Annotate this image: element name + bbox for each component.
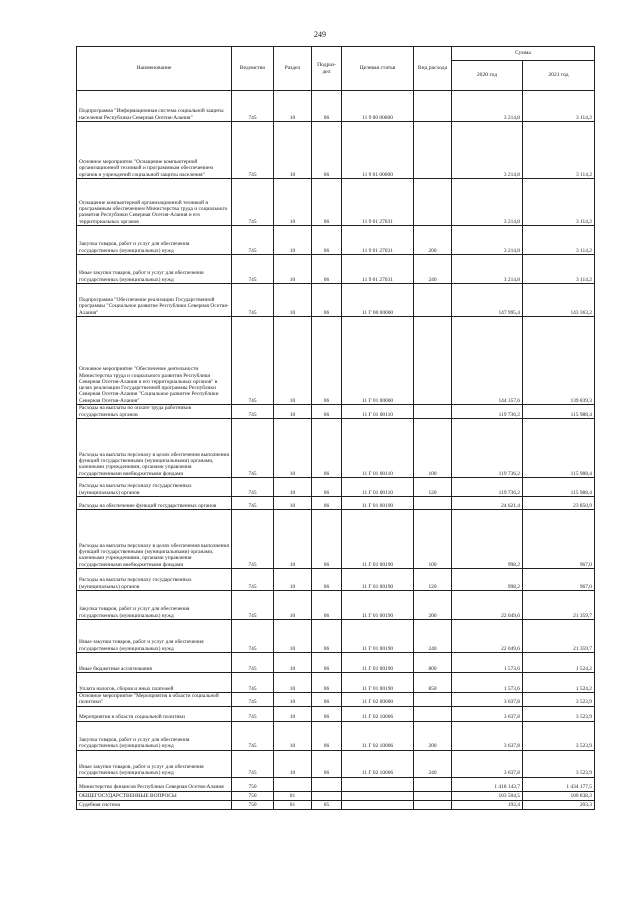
row-section: 10 (274, 693, 312, 707)
row-target-article: 11 Г 01 00190 (342, 620, 414, 653)
row-target-article: 11 Г 02 10006 (342, 721, 414, 750)
row-sum-2020: 119 736,2 (452, 405, 523, 419)
row-target-article (342, 777, 414, 791)
row-expense-type (414, 122, 452, 179)
row-name: Иные бюджетные ассигнования (77, 653, 232, 673)
row-target-article: 11 Г 01 00110 (342, 478, 414, 497)
row-expense-type (414, 693, 452, 707)
row-subsection: 06 (312, 750, 342, 777)
row-name: Судебная система (77, 800, 232, 809)
row-subsection: 06 (312, 693, 342, 707)
row-ministry: 745 (232, 591, 274, 620)
row-ministry: 745 (232, 497, 274, 510)
row-subsection: 06 (312, 620, 342, 653)
row-target-article: 11 9 01 27031 (342, 179, 414, 226)
row-name: Расходы на обеспечение функций государственных органов (77, 497, 232, 510)
row-expense-type: 200 (414, 226, 452, 255)
row-subsection: 06 (312, 591, 342, 620)
row-expense-type (414, 405, 452, 419)
header-ministry: Ведомство (232, 47, 274, 91)
row-sum-2020: 998,2 (452, 569, 523, 591)
row-ministry: 745 (232, 620, 274, 653)
row-expense-type: 120 (414, 569, 452, 591)
header-target-article: Целевая статья (342, 47, 414, 91)
row-subsection: 06 (312, 405, 342, 419)
row-section: 01 (274, 800, 312, 809)
row-ministry: 745 (232, 284, 274, 317)
header-year-2020: 2020 год (452, 61, 523, 91)
row-name: Иные закупки товаров, работ и услуг для обеспечения государственных (муниципальных) нужд (77, 255, 232, 284)
row-name: Иные закупки товаров, работ и услуг для обеспечения государственных (муниципальных) нужд (77, 620, 232, 653)
row-sum-2021: 3 523,9 (523, 706, 595, 721)
row-name: Закупка товаров, работ и услуг для обеспечения государственных (муниципальных) нужд (77, 591, 232, 620)
row-name: Расходы на выплаты персоналу в целях обеспечения выполнения функций государственными (муниципальными) органами, казенными учреждениями, органами управления государственными внебюджетными фондами (77, 419, 232, 478)
row-target-article: 11 Г 01 00000 (342, 317, 414, 405)
row-subsection: 06 (312, 653, 342, 673)
table-row (77, 750, 595, 777)
table-row (77, 653, 595, 673)
row-sum-2020: 103 504,5 (452, 791, 523, 800)
table-row (77, 122, 595, 179)
table-row (77, 800, 595, 809)
row-section: 10 (274, 478, 312, 497)
row-sum-2020: 3 214,8 (452, 226, 523, 255)
row-ministry: 745 (232, 478, 274, 497)
row-subsection: 06 (312, 284, 342, 317)
row-subsection: 06 (312, 255, 342, 284)
row-sum-2021: 3 114,2 (523, 91, 595, 122)
row-sum-2020: 3 214,8 (452, 179, 523, 226)
row-section (274, 777, 312, 791)
table-row (77, 620, 595, 653)
row-ministry: 745 (232, 510, 274, 569)
row-section: 10 (274, 497, 312, 510)
row-sum-2021: 23 850,9 (523, 497, 595, 510)
row-sum-2021: 3 523,9 (523, 750, 595, 777)
row-expense-type (414, 179, 452, 226)
row-sum-2020: 3 214,8 (452, 122, 523, 179)
row-section: 10 (274, 226, 312, 255)
row-sum-2021: 1 524,2 (523, 653, 595, 673)
row-sum-2020: 119 736,2 (452, 478, 523, 497)
row-sum-2021: 100 838,3 (523, 791, 595, 800)
row-section: 10 (274, 706, 312, 721)
row-section: 10 (274, 179, 312, 226)
row-section: 10 (274, 419, 312, 478)
row-ministry: 745 (232, 122, 274, 179)
row-sum-2020: 3 637,8 (452, 693, 523, 707)
row-name: Основное мероприятие "Оснащение компьютерной организационной техникой и программным обеспечением органов и учреждений социальной защиты населения" (77, 122, 232, 179)
table-row (77, 721, 595, 750)
row-sum-2020: 3 637,8 (452, 721, 523, 750)
row-name: Расходы на выплаты по оплате труда работников государственных органов (77, 405, 232, 419)
row-target-article: 11 Г 00 00000 (342, 284, 414, 317)
row-target-article: 11 Г 02 00000 (342, 693, 414, 707)
row-expense-type: 200 (414, 721, 452, 750)
row-expense-type: 240 (414, 255, 452, 284)
row-subsection: 06 (312, 122, 342, 179)
row-sum-2021: 3 523,9 (523, 693, 595, 707)
row-expense-type: 850 (414, 673, 452, 693)
row-subsection: 06 (312, 179, 342, 226)
row-subsection: 06 (312, 317, 342, 405)
row-sum-2021: 21 359,7 (523, 591, 595, 620)
row-name: Расходы на выплаты персоналу государственных (муниципальных) органов (77, 478, 232, 497)
row-section: 10 (274, 750, 312, 777)
row-expense-type (414, 706, 452, 721)
row-section: 10 (274, 255, 312, 284)
table-row (77, 255, 595, 284)
table-row (77, 284, 595, 317)
row-target-article: 11 Г 01 00190 (342, 569, 414, 591)
row-ministry: 750 (232, 777, 274, 791)
row-target-article: 11 Г 02 10006 (342, 706, 414, 721)
row-expense-type (414, 777, 452, 791)
row-sum-2020: 3 637,8 (452, 750, 523, 777)
row-target-article: 11 Г 01 00190 (342, 497, 414, 510)
row-target-article: 11 9 01 27031 (342, 255, 414, 284)
header-subsection: Подраз-дел (312, 47, 342, 91)
row-ministry: 745 (232, 653, 274, 673)
row-section: 10 (274, 569, 312, 591)
row-sum-2021: 3 114,2 (523, 255, 595, 284)
row-name: Закупка товаров, работ и услуг для обеспечения государственных (муниципальных) нужд (77, 226, 232, 255)
row-target-article (342, 791, 414, 800)
row-subsection: 06 (312, 510, 342, 569)
row-section: 10 (274, 510, 312, 569)
row-ministry: 745 (232, 91, 274, 122)
row-sum-2021: 3 114,2 (523, 226, 595, 255)
table-row (77, 510, 595, 569)
row-name: Мероприятия в области социальной политики (77, 706, 232, 721)
row-name: Расходы на выплаты персоналу в целях обеспечения выполнения функций государственными (муниципальными) органами, казенными учреждениями, органами управления государственными внебюджетными фондами (77, 510, 232, 569)
row-section: 10 (274, 620, 312, 653)
row-subsection: 06 (312, 91, 342, 122)
row-target-article: 11 Г 01 00190 (342, 673, 414, 693)
row-expense-type: 200 (414, 591, 452, 620)
row-ministry: 745 (232, 706, 274, 721)
row-target-article: 11 9 01 27031 (342, 226, 414, 255)
table-row (77, 693, 595, 707)
row-name: Оснащение компьютерной организационной техникой и программным обеспечением Министерства труда и социального развития Республики Северная Осетия-Алания и его территориальных органов (77, 179, 232, 226)
table-row (77, 791, 595, 800)
row-ministry: 745 (232, 179, 274, 226)
row-sum-2020: 22 049,6 (452, 591, 523, 620)
row-subsection: 06 (312, 673, 342, 693)
row-expense-type: 800 (414, 653, 452, 673)
row-sum-2020: 22 049,6 (452, 620, 523, 653)
row-name: Уплата налогов, сборов и иных платежей (77, 673, 232, 693)
row-sum-2021: 967,0 (523, 510, 595, 569)
row-ministry: 745 (232, 693, 274, 707)
row-section: 10 (274, 284, 312, 317)
table-row (77, 317, 595, 405)
row-target-article: 11 Г 02 10006 (342, 750, 414, 777)
row-subsection (312, 777, 342, 791)
row-expense-type (414, 497, 452, 510)
table-row (77, 419, 595, 478)
header-name: Наименование (77, 47, 232, 91)
page-number: 249 (314, 30, 326, 39)
row-target-article: 11 9 01 00000 (342, 122, 414, 179)
row-target-article: 11 Г 01 00110 (342, 419, 414, 478)
row-sum-2020: 1 418 143,7 (452, 777, 523, 791)
row-expense-type: 120 (414, 478, 452, 497)
row-target-article (342, 800, 414, 809)
table-row (77, 706, 595, 721)
row-ministry: 745 (232, 569, 274, 591)
row-target-article: 11 Г 01 00190 (342, 653, 414, 673)
row-section: 10 (274, 673, 312, 693)
row-name: Расходы на выплаты персоналу государственных (муниципальных) органов (77, 569, 232, 591)
row-expense-type (414, 91, 452, 122)
row-sum-2021: 21 359,7 (523, 620, 595, 653)
row-subsection (312, 791, 342, 800)
row-subsection: 06 (312, 569, 342, 591)
row-sum-2020: 119 736,2 (452, 419, 523, 478)
row-sum-2020: 3 637,8 (452, 706, 523, 721)
row-target-article: 11 Г 01 00190 (342, 510, 414, 569)
table-header (77, 47, 595, 91)
table-body (77, 91, 595, 810)
row-name: Иные закупки товаров, работ и услуг для обеспечения государственных (муниципальных) нужд (77, 750, 232, 777)
table-row (77, 478, 595, 497)
row-sum-2021: 1 434 177,5 (523, 777, 595, 791)
budget-table (76, 46, 595, 810)
row-subsection: 06 (312, 721, 342, 750)
row-sum-2020: 192,4 (452, 800, 523, 809)
row-section: 10 (274, 721, 312, 750)
row-target-article: 11 Г 01 00110 (342, 405, 414, 419)
table-row (77, 569, 595, 591)
table-row (77, 591, 595, 620)
row-sum-2020: 144 357,6 (452, 317, 523, 405)
row-sum-2020: 24 621,4 (452, 497, 523, 510)
row-sum-2020: 147 995,4 (452, 284, 523, 317)
row-target-article: 11 Г 01 00190 (342, 591, 414, 620)
row-sum-2020: 3 214,8 (452, 91, 523, 122)
header-expense-type: Вид расхода (414, 47, 452, 91)
row-target-article: 11 9 00 00000 (342, 91, 414, 122)
row-name: ОБЩЕГОСУДАРСТВЕННЫЕ ВОПРОСЫ (77, 791, 232, 800)
row-name: Основное мероприятие "Мероприятия в области социальной политики" (77, 693, 232, 707)
row-section: 10 (274, 653, 312, 673)
table-row (77, 777, 595, 791)
header-sum: Сумма (452, 47, 595, 61)
row-name: Подпрограмма "Информационная система социальной защиты населения Республики Северная Осетия-Алания" (77, 91, 232, 122)
row-sum-2020: 1 573,6 (452, 653, 523, 673)
row-ministry: 745 (232, 317, 274, 405)
row-expense-type: 240 (414, 620, 452, 653)
row-expense-type: 100 (414, 419, 452, 478)
table-row (77, 673, 595, 693)
row-ministry: 745 (232, 750, 274, 777)
table-row (77, 179, 595, 226)
row-sum-2021: 1 524,2 (523, 673, 595, 693)
table-row (77, 226, 595, 255)
row-sum-2021: 967,0 (523, 569, 595, 591)
row-expense-type: 100 (414, 510, 452, 569)
row-expense-type (414, 317, 452, 405)
row-ministry: 745 (232, 255, 274, 284)
row-section: 10 (274, 317, 312, 405)
row-sum-2020: 1 573,6 (452, 673, 523, 693)
row-ministry: 745 (232, 721, 274, 750)
row-section: 10 (274, 122, 312, 179)
row-sum-2021: 3 114,2 (523, 122, 595, 179)
row-section: 10 (274, 591, 312, 620)
header-year-2021: 2021 год (523, 61, 595, 91)
row-section: 01 (274, 791, 312, 800)
row-subsection: 06 (312, 478, 342, 497)
row-subsection: 06 (312, 226, 342, 255)
row-subsection: 06 (312, 419, 342, 478)
row-name: Подпрограмма "Обеспечение реализации Государственной программы "Социальное развитие Республики Северная Осетия-Алания" (77, 284, 232, 317)
row-sum-2021: 203,3 (523, 800, 595, 809)
row-name: Министерство финансов Республики Северная Осетия-Алания (77, 777, 232, 791)
row-sum-2021: 143 363,2 (523, 284, 595, 317)
row-subsection: 06 (312, 706, 342, 721)
row-sum-2021: 139 839,3 (523, 317, 595, 405)
table-row (77, 405, 595, 419)
row-subsection: 06 (312, 497, 342, 510)
row-name: Основное мероприятие "Обеспечение деятельности Министерства труда и социального развития Республики Северная Осетия-Алания и его территориальных органов" в целях реализации Государственной программы Республики Северная Осетия-Алания "Социальное развитие Республики Северная Осетия-Алания" (77, 317, 232, 405)
row-sum-2021: 115 988,4 (523, 478, 595, 497)
row-ministry: 745 (232, 673, 274, 693)
row-subsection: 05 (312, 800, 342, 809)
row-name: Закупка товаров, работ и услуг для обеспечения государственных (муниципальных) нужд (77, 721, 232, 750)
row-expense-type: 240 (414, 750, 452, 777)
row-sum-2021: 3 114,2 (523, 179, 595, 226)
row-section: 10 (274, 405, 312, 419)
table-row (77, 497, 595, 510)
row-expense-type (414, 791, 452, 800)
row-ministry: 750 (232, 791, 274, 800)
row-section: 10 (274, 91, 312, 122)
row-sum-2020: 3 214,8 (452, 255, 523, 284)
row-ministry: 745 (232, 405, 274, 419)
row-ministry: 750 (232, 800, 274, 809)
row-sum-2021: 115 988,4 (523, 405, 595, 419)
header-section: Раздел (274, 47, 312, 91)
row-sum-2021: 3 523,9 (523, 721, 595, 750)
row-expense-type (414, 800, 452, 809)
table-row (77, 91, 595, 122)
row-sum-2020: 998,2 (452, 510, 523, 569)
row-expense-type (414, 284, 452, 317)
row-sum-2021: 115 988,4 (523, 419, 595, 478)
row-ministry: 745 (232, 419, 274, 478)
row-ministry: 745 (232, 226, 274, 255)
